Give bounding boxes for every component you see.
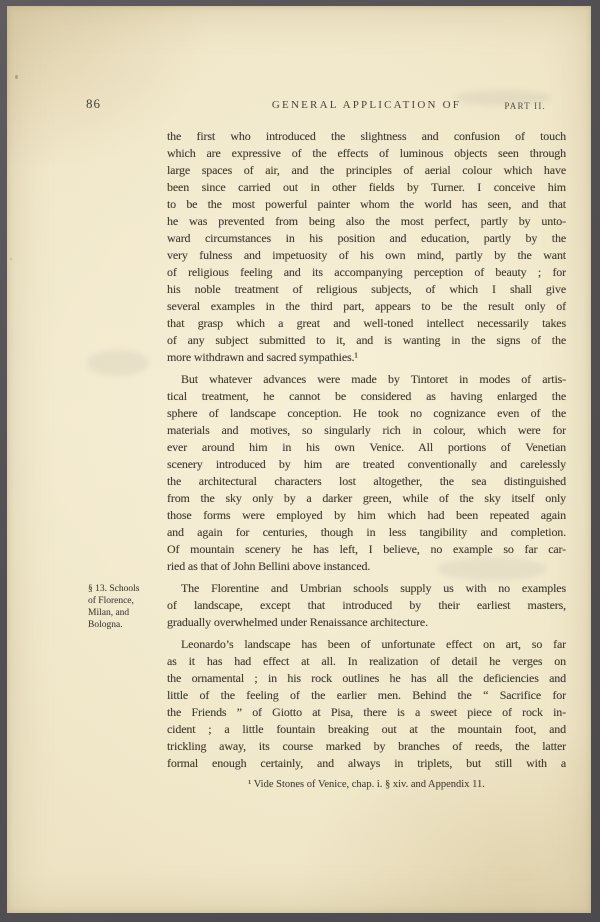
paragraph — [167, 636, 566, 772]
text-line: which are expressive of the effects of luminous objects seen through — [167, 146, 566, 160]
text-line: the first who introduced the slightness and confusion of touch — [167, 129, 566, 143]
text-line: those forms were employed by him which had been repeated again — [167, 508, 566, 522]
text-line: of religious feeling and its accompanying perception of beauty ; for — [167, 265, 566, 279]
text-line: scenery introduced by him are treated conventionally and carelessly — [167, 457, 566, 471]
text-line: formal enough certainly, and always in triplets, but still with a — [167, 756, 566, 770]
margin-note-line: Bologna. — [88, 620, 123, 630]
margin-note — [88, 583, 164, 631]
text-line: Of mountain scenery he has left, I believe, no example so far car- — [167, 542, 566, 556]
text-line: cident ; a little fountain breaking out at the mountain foot, and — [167, 722, 566, 736]
text-line: The Florentine and Umbrian schools supply us with no examples — [181, 581, 566, 595]
part-label: PART II. — [504, 101, 546, 111]
text-line: more withdrawn and sacred sympathies.¹ — [167, 350, 358, 364]
text-line: of any subject submitted to it, and is wanting in the signs of the — [167, 333, 566, 347]
text-line: materials and motives, so singularly rich in colour, which were for — [167, 423, 566, 437]
text-line: tical treatment, he cannot be considered as having enlarged the — [167, 389, 566, 403]
text-line: Leonardo’s landscape has been of unfortunate effect on art, so far — [181, 637, 566, 651]
text-line: and again for centuries, though in less tangibility and completion. — [167, 525, 566, 539]
text-line: from the sky only by a darker green, while of the sky itself only — [167, 491, 566, 505]
text-line: the ornamental ; in his rock outlines he has all the deficiencies and — [167, 671, 566, 685]
text-line: sphere of landscape conception. He took no cognizance even of the — [167, 406, 566, 420]
show-through-smudge — [87, 350, 149, 376]
text-line: very fulness and impetuosity of his own mind, partly by the want — [167, 248, 566, 262]
text-line: several examples in the third part, appears to be the result only of — [167, 299, 566, 313]
margin-note-line: of Florence, — [88, 596, 134, 606]
running-header: GENERAL APPLICATION OF — [271, 99, 462, 111]
book-page — [7, 6, 591, 913]
margin-note-line: § 13. Schools — [88, 584, 140, 594]
text-line: But whatever advances were made by Tintoret in modes of artis- — [181, 372, 566, 386]
text-line: ried as that of John Bellini above instanced. — [167, 559, 371, 573]
text-line: been since carried out in other fields by Turner. I conceive him — [167, 180, 566, 194]
text-line: he was prevented from being also the most perfect, partly by unto- — [167, 214, 566, 228]
foxing-speck — [15, 75, 18, 79]
paragraph — [167, 371, 566, 575]
text-line: the Friends ” of Giotto at Pisa, there is a sweet piece of rock in- — [167, 705, 566, 719]
footnote: ¹ Vide Stones of Venice, chap. i. § xiv. and Appendix 11. — [248, 779, 485, 790]
text-line: as it has had effect at all. In realization of detail he verges on — [167, 654, 566, 668]
text-line: of landscape, except that introduced by their earliest masters, — [167, 598, 566, 612]
text-line: little of the feeling of the earlier men. Behind the “ Sacrifice for — [167, 688, 566, 702]
paragraph — [167, 128, 566, 366]
text-line: gradually overwhelmed under Renaissance architecture. — [167, 615, 428, 629]
page-number: 86 — [86, 96, 101, 111]
text-line: large spaces of air, and the principles of aerial colour which have — [167, 163, 566, 177]
paragraph — [167, 580, 566, 631]
foxing-speck — [10, 258, 12, 260]
text-line: to be the most powerful painter whom the world has seen, and that — [167, 197, 566, 211]
text-line: trickling away, its course marked by branches of reeds, the latter — [167, 739, 566, 753]
margin-note-line: Milan, and — [88, 608, 130, 618]
text-line: that grasp which a great and well-toned intellect necessarily takes — [167, 316, 566, 330]
text-line: the architectural characters lost altogether, the sea distinguished — [167, 474, 566, 488]
body-text — [167, 128, 566, 772]
text-line: ward circumstances in his position and education, partly by the — [167, 231, 566, 245]
text-line: his noble treatment of religious subjects, of which I shall give — [167, 282, 566, 296]
text-line: ever around him in his own Venice. All portions of Venetian — [167, 440, 566, 454]
